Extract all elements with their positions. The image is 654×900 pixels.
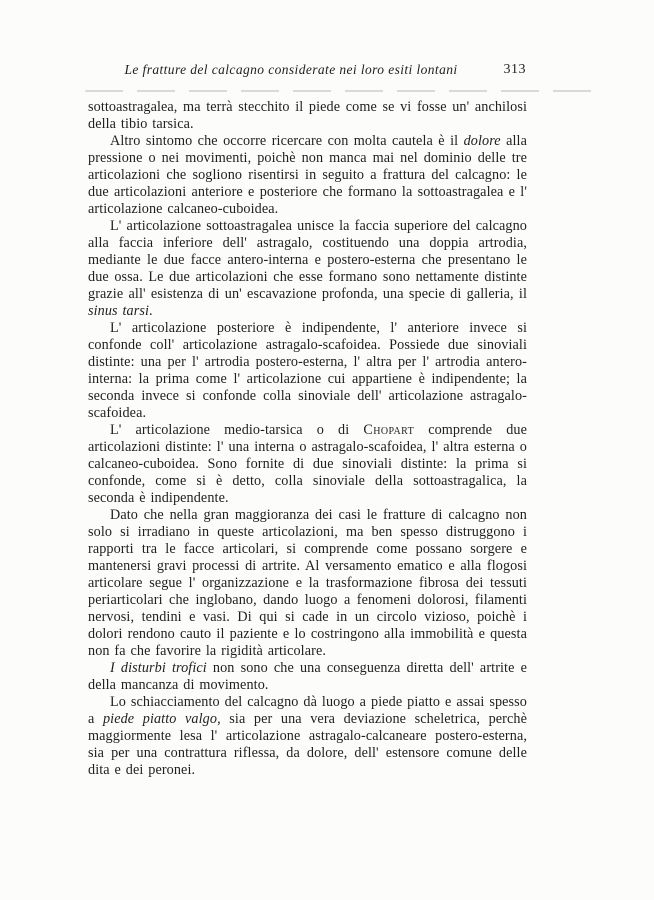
text-run: L' articolazione posteriore è indipendente, l' anteriore invece si confonde coll' articolazione astragalo-scafoidea. Possiede due sinoviali distinte: una per l' artrodia postero-esterna, l' altra per l' artrodia antero-interna: la prima come l' articolazione cui appartiene è indipendente; la seconda invece si confonde colla sinoviale dell' articolazione astragalo-scafoidea. xyxy=(88,320,527,421)
paragraph xyxy=(88,133,527,218)
paragraph xyxy=(88,218,527,320)
header-rule xyxy=(85,90,602,92)
paragraph xyxy=(88,422,527,507)
running-head xyxy=(88,62,528,82)
text-run: non sono che una conseguenza diretta dell' artrite e della mancanza di movimento. xyxy=(88,660,527,693)
text-run: piede piatto valgo xyxy=(102,711,218,727)
text-run: Lo schiacciamento del calcagno dà luogo a piede piatto e assai spesso a xyxy=(88,694,527,727)
text-run: Chopart xyxy=(363,422,415,438)
text-run: I disturbi trofici xyxy=(110,660,207,676)
page-body xyxy=(88,99,527,779)
paragraph xyxy=(88,507,527,660)
text-run: L' articolazione sottoastragalea unisce la faccia superiore del calcagno alla faccia inferiore dell' astragalo, costituendo una doppia artrodia, mediante le due facce antero-interna e postero-esterna che presentano le due ossa. Le due articolazioni che esse formano sono nettamente distinte grazie all' esistenza di un' escavazione profonda, una specie di galleria, il xyxy=(88,218,527,302)
text-run: comprende due articolazioni distinte: l' una interna o astragalo-scafoidea, l' altra esterna o calcaneo-cuboidea. Sono fornite di due sinoviali distinte: la prima si confonde, come si è detto, colla sinoviale della sottoastragalica, la seconda è indipendente. xyxy=(88,422,527,506)
paragraph xyxy=(88,660,527,694)
text-run: , sia per una vera deviazione scheletrica, perchè maggiormente lesa l' articolazione astragalo-calcaneare postero-esterna, sia per una contrattura riflessa, da dolore, dell' estensore comune delle dita e dei peronei. xyxy=(88,711,527,778)
text-run: L' articolazione medio-tarsica o di xyxy=(110,422,364,438)
text-run: Altro sintomo che occorre ricercare con molta cautela è il xyxy=(110,133,464,149)
paragraph xyxy=(88,694,527,779)
page-number: 313 xyxy=(503,62,526,77)
text-run: sottoastragalea, ma terrà stecchito il piede come se vi fosse un' anchilosi della tibio tarsica. xyxy=(88,99,527,132)
text-run: alla pressione o nei movimenti, poichè non manca mai nel dominio delle tre articolazioni che sogliono risentirsi in seguito a frattura del calcagno: le due articolazioni anteriore e posteriore che formano la sottoastragalea e l' articolazione calcaneo-cuboidea. xyxy=(88,133,527,217)
text-run: sinus tarsi xyxy=(88,303,150,319)
text-run: dolore xyxy=(463,133,501,149)
text-run: . xyxy=(149,303,153,319)
paragraph xyxy=(88,99,527,133)
running-head-title: Le fratture del calcagno considerate nei loro esiti lontani xyxy=(124,62,458,77)
paragraph xyxy=(88,320,527,422)
text-run: Dato che nella gran maggioranza dei casi le fratture di calcagno non solo si irradiano in queste articolazioni, ma ben spesso distruggono i rapporti tra le facce articolari, si comprende come possano sorgere e mantenersi gravi processi di artrite. Al versamento ematico e alla flogosi articolare segue l' organizzazione e la trasformazione fibrosa dei tessuti periarticolari che inglobano, dando luogo a fenomeni dolorosi, filamenti nervosi, tendini e vasi. Di qui si cade in un circolo vizioso, poichè i dolori rendono cauto il paziente e lo costringono alla immobilità e questa non fa che favorire la rigidità articolare. xyxy=(88,507,527,659)
